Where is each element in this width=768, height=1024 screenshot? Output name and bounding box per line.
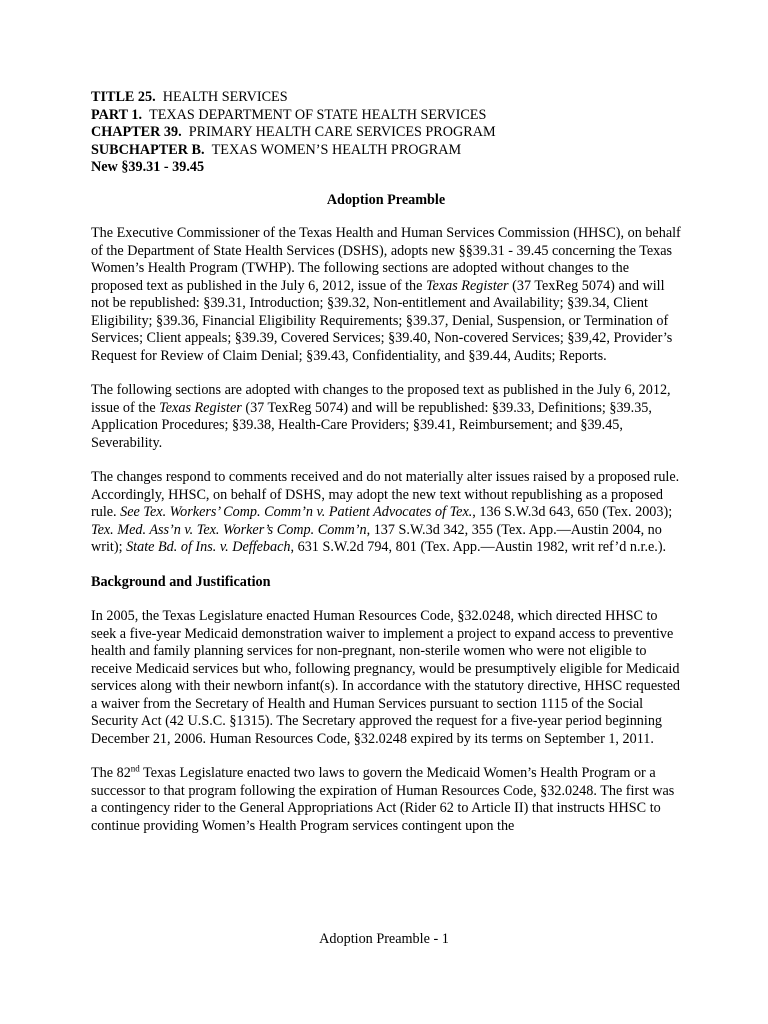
chapter-value: PRIMARY HEALTH CARE SERVICES PROGRAM [188, 124, 496, 140]
sections-label: New §39.31 - 39.45 [91, 159, 205, 175]
part-line: PART 1. TEXAS DEPARTMENT OF STATE HEALTH SERVICES [91, 106, 487, 123]
background-heading: Background and Justification [91, 573, 271, 590]
para2-text-b: (37 TexReg 5074) and will be republished: §39.33, Definitions; §39.35, Application Procedures; §39.38, Health-Care Providers; §39.41, Reimbursement; and §39.45, Severability. [91, 399, 652, 451]
part-value: TEXAS DEPARTMENT OF STATE HEALTH SERVICES [149, 106, 487, 123]
para3-text-a: The changes respond to comments received and do not materially alter issues raised by a proposed rule. Accordingly, HHSC, on behalf of DSHS, may adopt the new text without republishing as a proposed rule. [91, 469, 680, 520]
title-value: HEALTH SERVICES [162, 89, 288, 105]
page-footer: Adoption Preamble - 1 [319, 931, 449, 947]
para5-text-a: The 82 [91, 765, 131, 781]
subchapter-line [91, 142, 681, 160]
para1-italic: Texas Register [425, 277, 509, 294]
chapter-line: CHAPTER 39. PRIMARY HEALTH CARE SERVICES PROGRAM [91, 124, 496, 140]
title-label: TITLE 25 [91, 89, 153, 105]
paragraph-intro [91, 225, 681, 365]
paragraph-changes [91, 382, 681, 452]
para2-text-a: The following sections are adopted with changes to the proposed text as published in the July 6, 2012, issue of the [91, 382, 671, 416]
para1-text-b: (37 TexReg 5074) and will not be republished: §39.31, Introduction; §39.32, Non-entitlement and Availability; §39.34, Client Eligibility; §39.36, Financial Eligibility Requirements; §39.37, Denial, Suspension, or Termination of Services; Client appeals; §39.39, Covered Services; §39.40, Non-covered Services; §39,42, Provider’s Request for Review of Claim Denial; §39.43, Confidentiality, and §39.44, Audits; Reports. [91, 277, 673, 364]
subchapter-value: TEXAS WOMEN’S HEALTH PROGRAM [211, 141, 462, 158]
citation-2: Tex. Med. Ass’n v. Tex. Worker’s Comp. Comm’n [91, 521, 367, 538]
para1-text-a: The Executive Commissioner of the Texas Health and Human Services Commission (HHSC), on behalf of the Department of State Health Services (DSHS), adopts new §§39.31 - 39.45 concerning the Texas Women’s Health Program (TWHP). The following sections are adopted without changes to the proposed text as published in the July 6, 2012, issue of the [91, 225, 681, 294]
chapter-label: CHAPTER 39 [91, 124, 179, 140]
para2-italic: Texas Register [159, 399, 242, 416]
para3-text-c: , 137 S.W.3d 342, 355 (Tex. App.—Austin 2004, no writ); [91, 521, 662, 555]
citation-1: See Tex. Workers’ Comp. Comm’n v. Patient Advocates of Tex. [120, 504, 473, 520]
para3-text-b: , 136 S.W.3d 643, 650 (Tex. 2003); [472, 504, 673, 520]
paragraph-legislature [91, 765, 681, 835]
document-page [91, 89, 681, 852]
subchapter-label: SUBCHAPTER B. [91, 141, 205, 158]
citation-3: State Bd. of Ins. v. Deffebach [126, 539, 291, 555]
part-label: PART 1 [91, 106, 139, 123]
para5-text-b: Texas Legislature enacted two laws to govern the Medicaid Women’s Health Program or a successor to that program following the expiration of Human Resources Code, §32.0248. The first was a contingency rider to the General Appropriations Act (Rider 62 to Article II) that instructs HHSC to continue providing Women’s Health Program services contingent upon the [91, 765, 675, 834]
paragraph-background: In 2005, the Texas Legislature enacted Human Resources Code, §32.0248, which directed HHSC to seek a five-year Medicaid demonstration waiver to implement a project to expand access to preventive health and family planning services for non-pregnant, non-sterile women who were not eligible to receive Medicaid services but who, following pregnancy, would be presumptively eligible for Medicaid services along with their newborn infant(s). In accordance with the statutory directive, HHSC requested a waiver from the Secretary of Health and Human Services pursuant to section 1115 of the Social Security Act (42 U.S.C. §1315). The Secretary approved the request for a five-year period beginning December 21, 2006. Human Resources Code, §32.0248 expired by its terms on September 1, 2011. [91, 608, 680, 747]
document-title: Adoption Preamble [326, 191, 446, 208]
paragraph-citations [91, 469, 681, 557]
ordinal-superscript: nd [130, 763, 140, 774]
title-line: TITLE 25. HEALTH SERVICES [91, 89, 288, 105]
sections-line [91, 159, 681, 177]
para3-text-d: , 631 S.W.2d 794, 801 (Tex. App.—Austin 1982, writ ref’d n.r.e.). [290, 539, 667, 555]
